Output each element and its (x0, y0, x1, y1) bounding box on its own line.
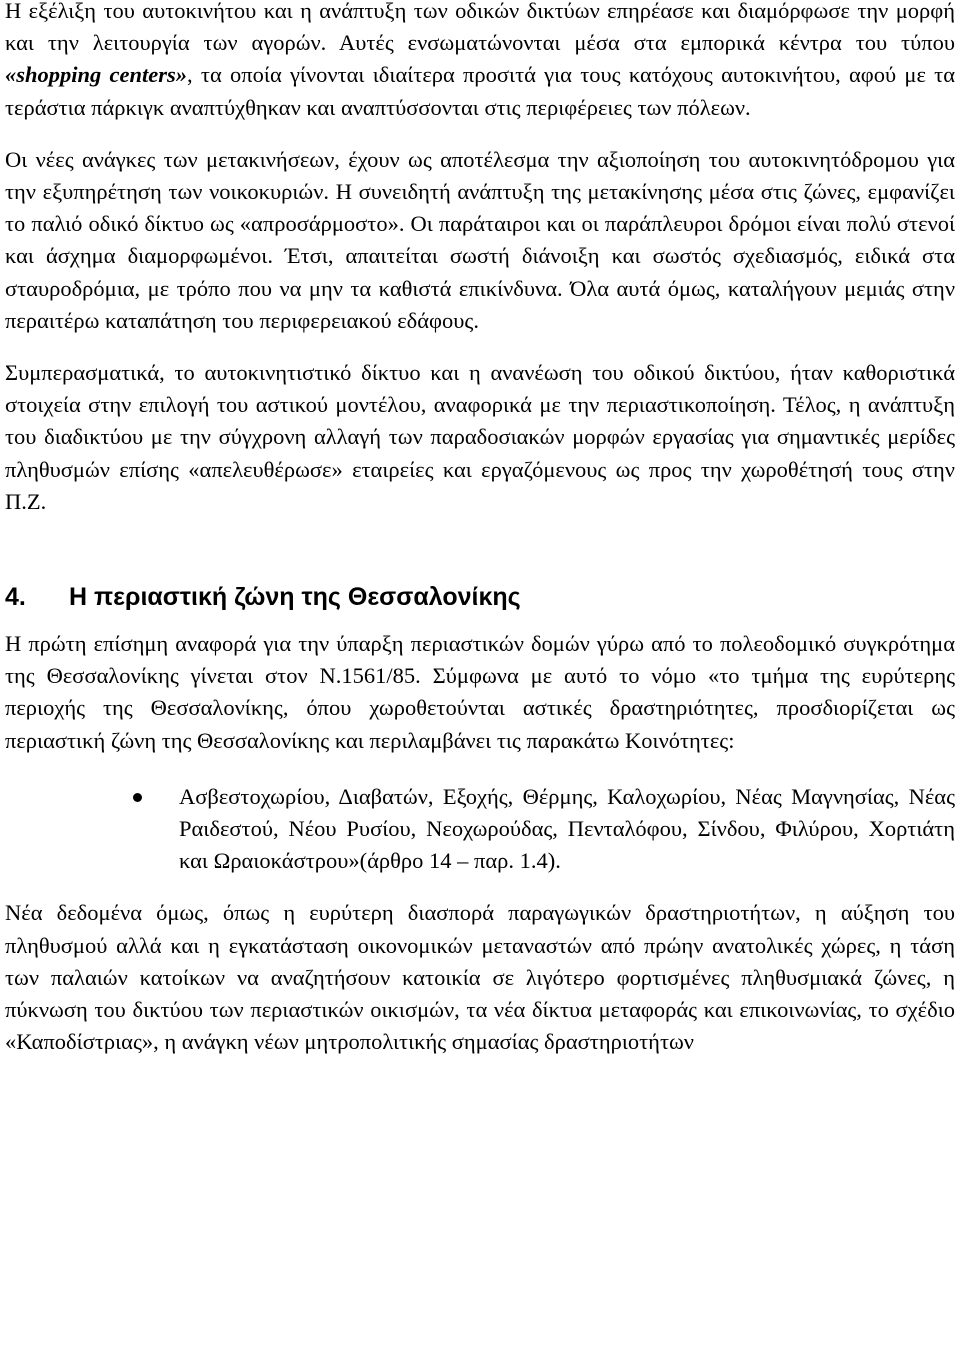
paragraph-1-text-a: Η εξέλιξη του αυτοκινήτου και η ανάπτυξη των οδικών δικτύων επηρέασε και διαμόρφωσε την μορφή και την λειτουργία των αγορών. Αυτές ενσωματώνονται μέσα στα εμπορικά κέντρα του τύπου (5, 0, 955, 56)
bullet-icon (5, 781, 179, 813)
paragraph-3: Συμπερασματικά, το αυτοκινητιστικό δίκτυο και η ανανέωση του οδικού δικτύου, ήταν καθοριστικά στοιχεία στην επιλογή του αστικού μοντέλου, αναφορικά με την περιαστικοποίηση. Τέλος, η ανάπτυξη του διαδικτύου με την σύγχρονη αλλαγή των παραδοσιακών μορφών εργασίας για σημαντικές μερίδες πληθυσμών επίσης «απελευθέρωσε» εταιρείες και εργαζόμενους ως προς την χωροθέτησή τους στην Π.Ζ. (5, 360, 955, 514)
spacer (5, 337, 955, 357)
paragraph-1-text-b: , τα οποία γίνονται ιδιαίτερα προσιτά για τους κατόχους αυτοκινήτου, αφού με τα τεράστια πάρκιγκ αναπτύχθηκαν και αναπτύσσονται στις περιφέρειες των πόλεων. (5, 62, 955, 120)
spacer (5, 614, 955, 628)
paragraph-1-emphasis: «shopping centers» (5, 62, 188, 88)
section-title: Η περιαστική ζώνη της Θεσσαλονίκης (69, 583, 521, 612)
list-item-text: Ασβεστοχωρίου, Διαβατών, Εξοχής, Θέρμης, Καλοχωρίου, Νέας Μαγνησίας, Νέας Ραιδεστού, Νέου Ρυσίου, Νεοχωρούδας, Πενταλόφου, Σίνδου, Φιλύρου, Χορτιάτη και Ωραιοκάστρου»(άρθρο 14 – παρ. 1.4). (179, 783, 955, 874)
spacer (5, 757, 955, 781)
list-item (5, 781, 955, 878)
paragraph-1 (5, 0, 955, 124)
spacer (5, 124, 955, 144)
spacer (5, 518, 955, 580)
paragraph-4: Η πρώτη επίσημη αναφορά για την ύπαρξη περιαστικών δομών γύρω από το πολεοδομικό συγκρότημα της Θεσσαλονίκης γίνεται στον Ν.1561/85. Σύμφωνα με αυτό το νόμο «το τμήμα της ευρύτερης περιοχής της Θεσσαλονίκης, όπου χωροθετούνται αστικές δραστηριότητες, προσδιορίζεται ως περιαστική ζώνη της Θεσσαλονίκης και περιλαμβάνει τις παρακάτω Κοινότητες: (5, 631, 955, 753)
spacer (5, 877, 955, 897)
paragraph-2: Οι νέες ανάγκες των μετακινήσεων, έχουν ως αποτέλεσμα την αξιοποίηση του αυτοκινητόδρομου για την εξυπηρέτηση των νοικοκυριών. Η συνειδητή ανάπτυξη της μετακίνησης μέσα στις ζώνες, εμφανίζει το παλιό οδικό δίκτυο ως «απροσάρμοστο». Οι παράταιροι και οι παράπλευροι δρόμοι είναι πολύ στενοί και άσχημα διαμορφωμένοι. Έτσι, απαιτείται σωστή διάνοιξη και σωστός σχεδιασμός, ειδικά στα σταυροδρόμια, με τρόπο που να μην τα καθιστά επικίνδυνα. Όλα αυτά όμως, καταλήγουν μεμιάς στην περαιτέρω καταπάτηση του περιφερειακού εδάφους. (5, 146, 955, 333)
section-number: 4. (5, 583, 26, 612)
communities-list (5, 781, 955, 878)
document-page (5, 0, 955, 1058)
paragraph-5: Νέα δεδομένα όμως, όπως η ευρύτερη διασπορά παραγωγικών δραστηριοτήτων, η αύξηση του πληθυσμού αλλά και η εγκατάσταση οικονομικών μεταναστών από πρώην ανατολικές χώρες, η τάση των παλαιών κατοίκων να αναζητήσουν κατοικία σε λιγότερο φορτισμένες πληθυσμιακά ζώνες, η πύκνωση του δικτύου των περιαστικών οικισμών, τα νέα δίκτυα μεταφοράς και επικοινωνίας, το σχέδιο «Καποδίστριας», η ανάγκη νέων μητροπολιτικής σημασίας δραστηριοτήτων (5, 900, 955, 1055)
section-heading (5, 580, 955, 614)
